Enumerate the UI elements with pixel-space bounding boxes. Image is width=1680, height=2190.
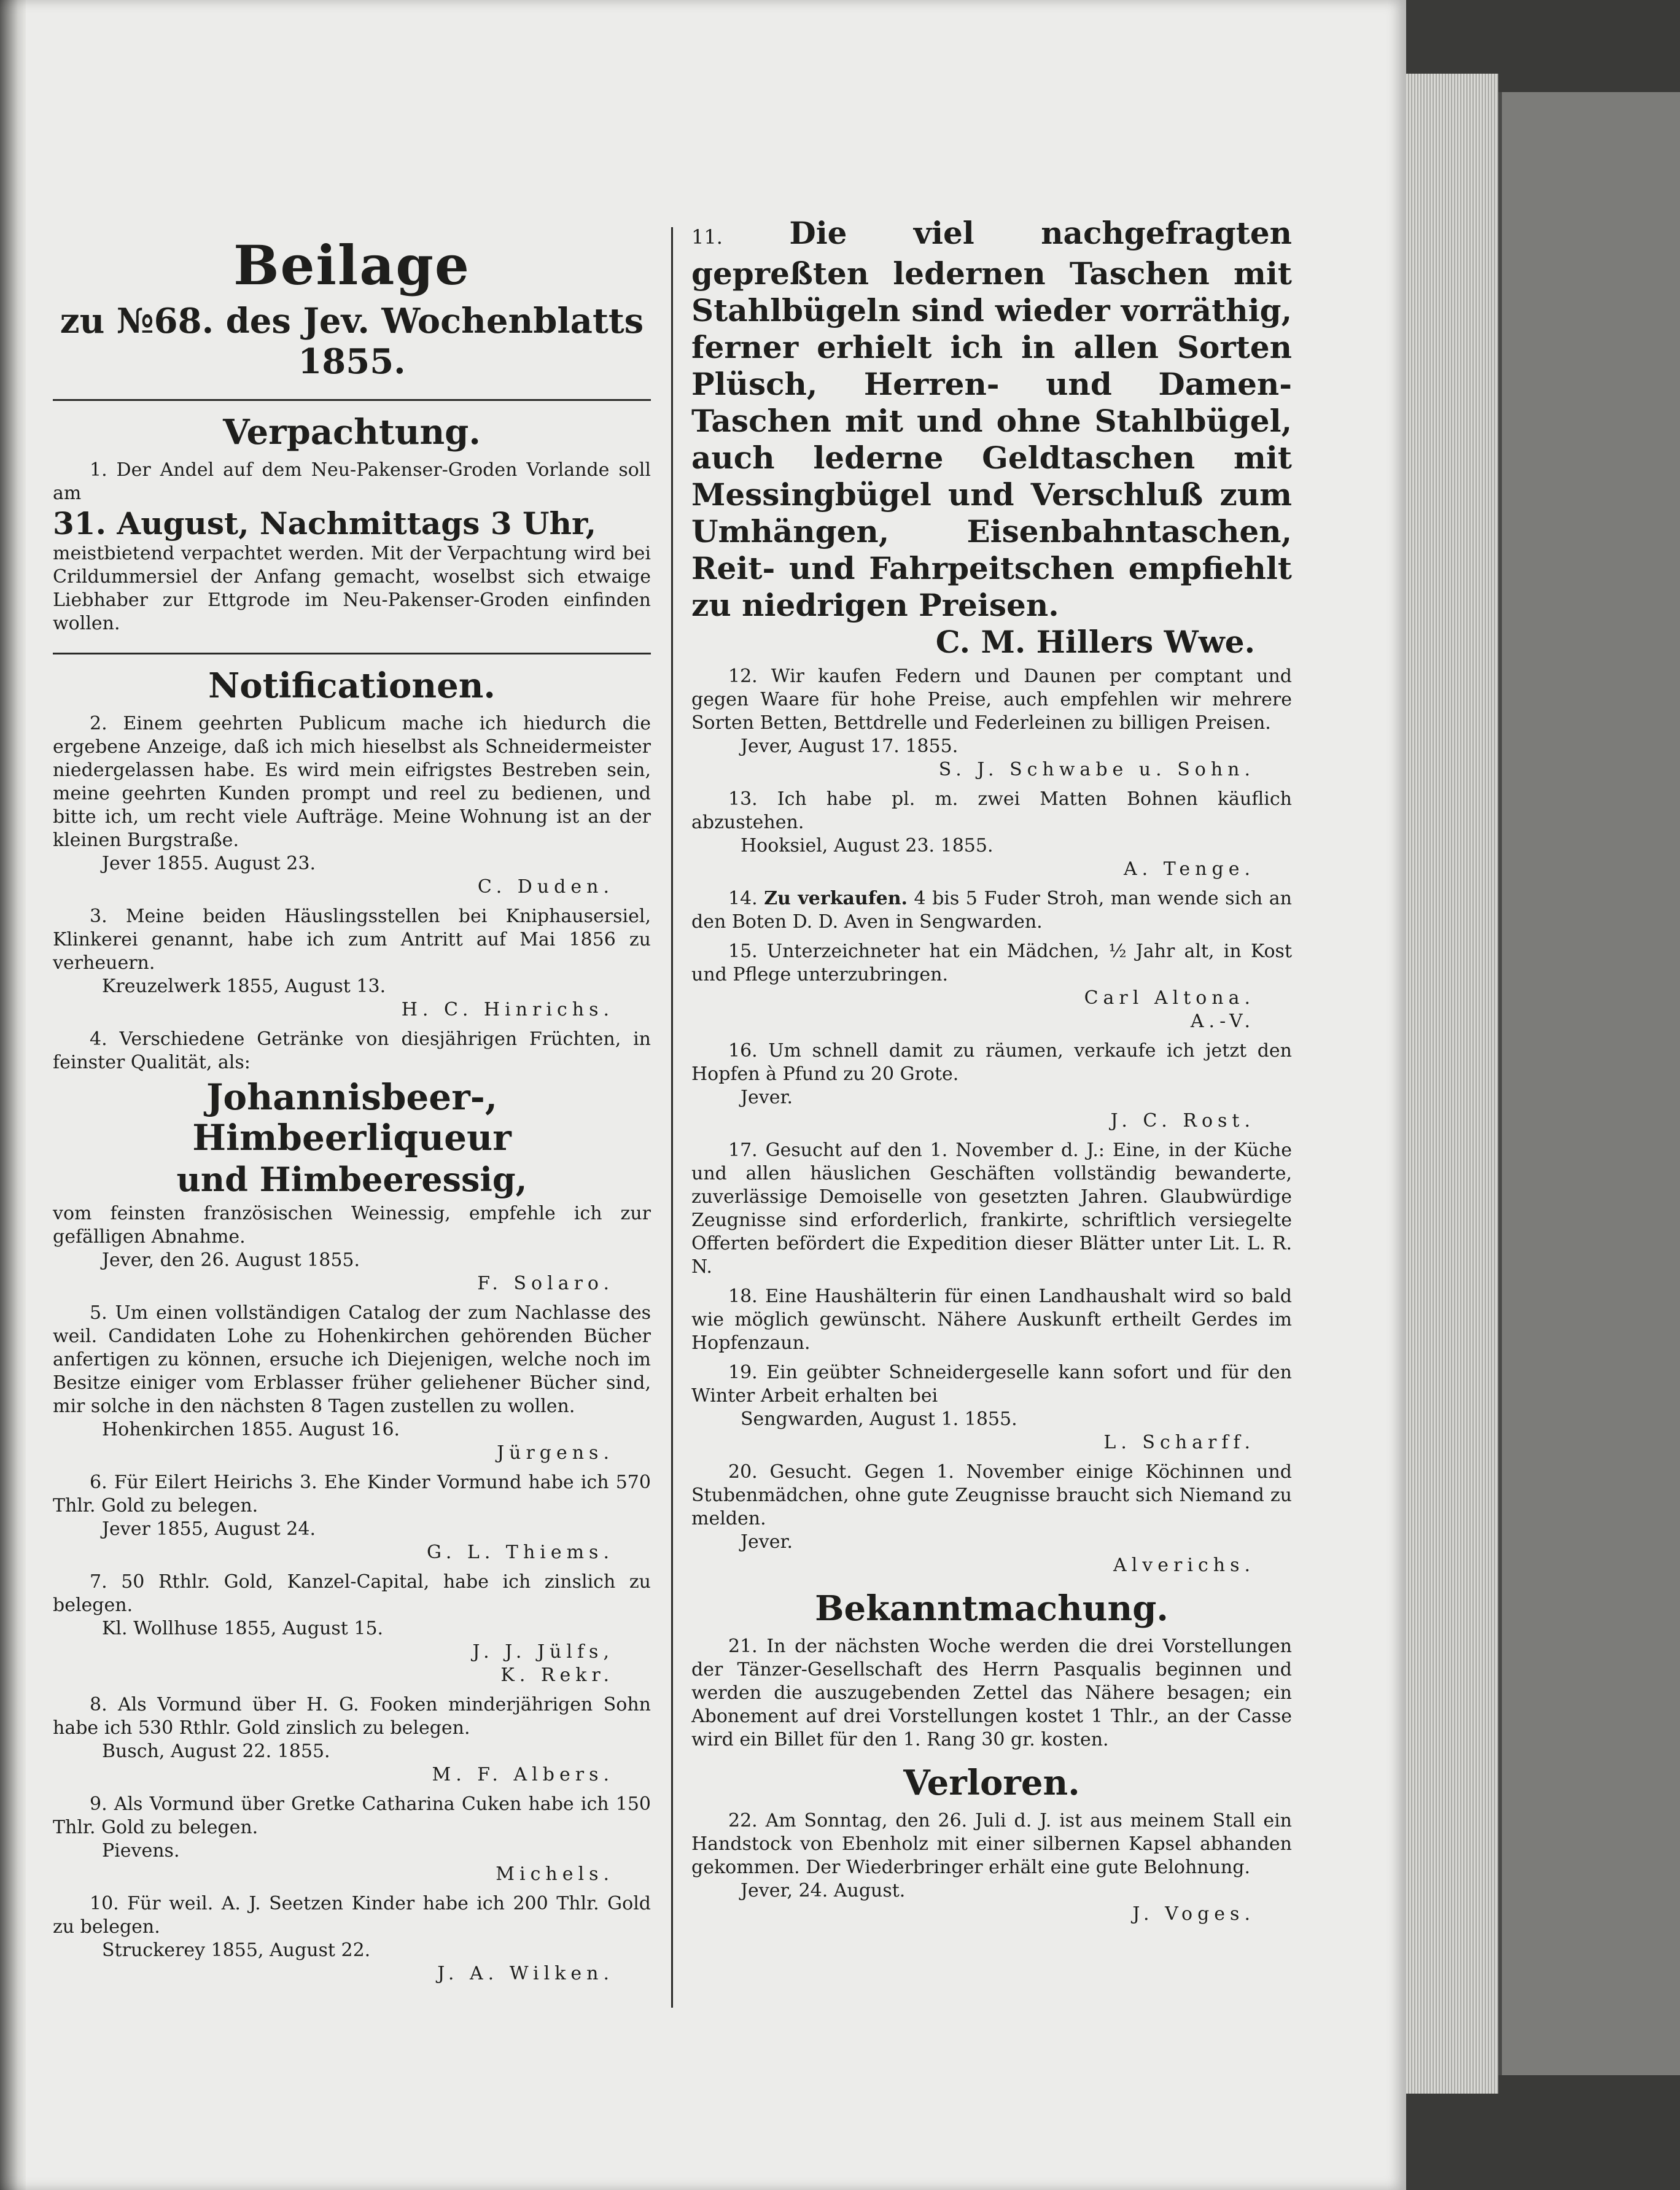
notice-14-number: 14. (728, 888, 758, 909)
notice-2-signature: C. Duden. (477, 876, 614, 898)
notice-11-body: Die viel nachgefragten gepreßten ledernen Taschen mit Stahlbügeln sind wieder vorräthig, ferner erhielt ich in allen Sorten Plüsch, Herren- und Damen-Taschen mit und ohne Stahlbügel, auch lederne Geldtaschen mit Messingbügel und Verschluß zum Umhängen, Eisenbahntaschen, Reit- und Fahrpeitschen empfiehlt zu niedrigen Preisen. (691, 215, 1292, 623)
column-right (691, 215, 1292, 1926)
notice-18-text: 18. Eine Haushälterin für einen Landhaushalt wird so bald wie möglich gewünscht. Nähere Auskunft ertheilt Gerdes im Hopfenzaun. (691, 1286, 1292, 1354)
notice-6-place: Jever 1855, August 24. (102, 1518, 316, 1540)
section-heading-bekanntmachung: Bekanntmachung. (815, 1588, 1169, 1629)
notice-16-text: 16. Um schnell damit zu räumen, verkaufe ich jetzt den Hopfen à Pfund zu 20 Grote. (691, 1040, 1292, 1085)
masthead-subtitle: zu №68. des Jev. Wochenblatts 1855. (60, 301, 644, 382)
notice-20-place: Jever. (741, 1531, 793, 1553)
notice-15-signature: Carl Altona. (1084, 987, 1255, 1009)
notice-22-place: Jever, 24. August. (741, 1880, 906, 1901)
notice-11-text (691, 215, 1292, 624)
notice-15-signature-2: A.-V. (1190, 1011, 1255, 1032)
notice-6-text: 6. Für Eilert Heirichs 3. Ehe Kinder Vormund habe ich 570 Thlr. Gold zu belegen. (53, 1472, 651, 1516)
notice-8-place: Busch, August 22. 1855. (102, 1741, 330, 1762)
column-left (53, 215, 651, 1986)
notice-9-place: Pievens. (102, 1840, 180, 1862)
notice-16-signature: J. C. Rost. (1110, 1110, 1255, 1132)
notice-14-body: 4 bis 5 Fuder Stroh, man wende sich an den Boten D. D. Aven in Sengwarden. (691, 888, 1292, 933)
notice-9-signature: Michels. (496, 1863, 614, 1885)
notice-19-text: 19. Ein geübter Schneidergeselle kann sofort und für den Winter Arbeit erhalten bei (691, 1362, 1292, 1407)
notice-1-text-2: meistbietend verpachtet werden. Mit der Verpachtung wird bei Crildummersiel der Anfang gemacht, woselbst sich etwaige Liebhaber zur Ettgrode im Neu-Pakenser-Groden einfinden wollen. (53, 543, 651, 634)
notice-22-signature: J. Voges. (1132, 1903, 1255, 1925)
notice-9-text: 9. Als Vormund über Gretke Catharina Cuken habe ich 150 Thlr. Gold zu belegen. (53, 1793, 651, 1838)
notice-1-text: 1. Der Andel auf dem Neu-Pakenser-Groden Vorlande soll am (53, 459, 651, 504)
notice-8-text: 8. Als Vormund über H. G. Fooken minderjährigen Sohn habe ich 530 Rthlr. Gold zinslich zu belegen. (53, 1694, 651, 1739)
notice-6-signature: G. L. Thiems. (426, 1542, 614, 1563)
notice-7-place: Kl. Wollhuse 1855, August 15. (102, 1618, 384, 1639)
notice-10-signature: J. A. Wilken. (437, 1963, 614, 1984)
notice-12-signature: S. J. Schwabe u. Sohn. (938, 759, 1255, 780)
notice-13-signature: A. Tenge. (1124, 858, 1255, 880)
notice-3-place: Kreuzelwerk 1855, August 13. (102, 976, 386, 997)
notice-5-signature: Jürgens. (497, 1442, 614, 1464)
page-stack-edge (1406, 74, 1498, 2094)
masthead-title: Beilage (233, 233, 470, 297)
notice-10-text: 10. Für weil. A. J. Seetzen Kinder habe ich 200 Thlr. Gold zu belegen. (53, 1893, 651, 1938)
notice-4-product-2: und Himbeeressig, (176, 1160, 527, 1199)
notice-11-number: 11. (691, 225, 723, 249)
section-heading-notificationen: Notificationen. (208, 666, 496, 706)
notice-10-place: Struckerey 1855, August 22. (102, 1940, 371, 1961)
notice-5-text: 5. Um einen vollständigen Catalog der zum Nachlasse des weil. Candidaten Lohe zu Hohenkirchen gehörenden Bücher anfertigen zu können, ersuche ich Diejenigen, welche noch im Besitze einiger vom Erblasser früher geliehener Bücher sind, mir solche in den nächsten 8 Tagen zustellen zu wollen. (53, 1302, 651, 1417)
notice-19-signature: L. Scharff. (1103, 1432, 1255, 1453)
notice-4-signature: F. Solaro. (477, 1273, 614, 1294)
notice-22-text: 22. Am Sonntag, den 26. Juli d. J. ist aus meinem Stall ein Handstock von Ebenholz mit einer silbernen Kapsel abhanden gekommen. Der Wiederbringer erhält eine gute Belohnung. (691, 1810, 1292, 1878)
notice-4-place: Jever, den 26. August 1855. (102, 1249, 360, 1271)
notice-7-signature-2: K. Rekr. (500, 1664, 614, 1686)
notice-14-text (691, 887, 1292, 934)
notice-4-product: Johannisbeer-, Himbeerliqueur (192, 1076, 511, 1159)
divider (53, 653, 651, 654)
notice-15-text: 15. Unterzeichneter hat ein Mädchen, ½ Jahr alt, in Kost und Pflege unterzubringen. (691, 941, 1292, 985)
notice-13-place: Hooksiel, August 23. 1855. (741, 835, 994, 856)
column-divider (671, 227, 673, 2008)
notice-12-place: Jever, August 17. 1855. (741, 736, 959, 757)
notice-16-place: Jever. (741, 1087, 793, 1108)
notice-11-signature: C. M. Hillers Wwe. (935, 624, 1255, 660)
notice-2-place: Jever 1855. August 23. (102, 853, 316, 874)
section-heading-verloren: Verloren. (903, 1763, 1080, 1803)
notice-1-date: 31. August, Nachmittags 3 Uhr, (53, 505, 597, 542)
notice-20-text: 20. Gesucht. Gegen 1. November einige Köchinnen und Stubenmädchen, ohne gute Zeugnisse braucht sich Niemand zu melden. (691, 1461, 1292, 1529)
book-cover (1498, 92, 1680, 2075)
notice-4-text: 4. Verschiedene Getränke von diesjährigen Früchten, in feinster Qualität, als: (53, 1028, 651, 1073)
notice-5-place: Hohenkirchen 1855. August 16. (102, 1419, 400, 1440)
section-heading-verpachtung: Verpachtung. (223, 412, 481, 452)
notice-19-place: Sengwarden, August 1. 1855. (741, 1408, 1017, 1430)
notice-4-text-2: vom feinsten französischen Weinessig, empfehle ich zur gefälligen Abnahme. (53, 1203, 651, 1248)
notice-8-signature: M. F. Albers. (432, 1764, 614, 1785)
notice-14-heading: Zu verkaufen. (764, 888, 908, 909)
notice-21-text: 21. In der nächsten Woche werden die drei Vorstellungen der Tänzer-Gesellschaft des Herrn Pasqualis beginnen und werden die auszugebenden Zettel das Nähere besagen; ein Abonement auf drei Vorstellungen kostet 1 Thlr., an der Casse wird ein Billet für den 1. Rang 30 gr. kosten. (691, 1636, 1292, 1750)
notice-20-signature: Alverichs. (1113, 1555, 1255, 1576)
notice-3-text: 3. Meine beiden Häuslingsstellen bei Kniphausersiel, Klinkerei genannt, habe ich zum Antritt auf Mai 1856 zu verheuern. (53, 906, 651, 974)
notice-7-text: 7. 50 Rthlr. Gold, Kanzel-Capital, habe ich zinslich zu belegen. (53, 1571, 651, 1616)
divider (53, 399, 651, 401)
notice-2-text: 2. Einem geehrten Publicum mache ich hiedurch die ergebene Anzeige, daß ich mich hieselbst als Schneidermeister niedergelassen habe. Es wird mein eifrigstes Bestreben sein, meine geehrten Kunden prompt und reel zu bedienen, und bitte ich, um recht viele Aufträge. Meine Wohnung ist an der kleinen Burgstraße. (53, 713, 651, 851)
notice-12-text: 12. Wir kaufen Federn und Daunen per comptant und gegen Waare für hohe Preise, auch empfehlen wir mehrere Sorten Betten, Bettdrelle und Federleinen zu billigen Preisen. (691, 666, 1292, 734)
notice-3-signature: H. C. Hinrichs. (401, 999, 614, 1020)
notice-13-text: 13. Ich habe pl. m. zwei Matten Bohnen käuflich abzustehen. (691, 788, 1292, 833)
notice-17-text: 17. Gesucht auf den 1. November d. J.: Eine, in der Küche und allen häuslichen Geschäften vollständig bewanderte, zuverlässige Demoiselle von gesetzten Jahren. Glaubwürdige Zeugnisse sind erforderlich, frankirte, schriftlich versiegelte Offerten befördert die Expedition dieser Blätter unter Lit. L. R. N. (691, 1140, 1292, 1278)
binding-edge (0, 0, 26, 2190)
notice-7-signature: J. J. Jülfs, (472, 1641, 614, 1663)
